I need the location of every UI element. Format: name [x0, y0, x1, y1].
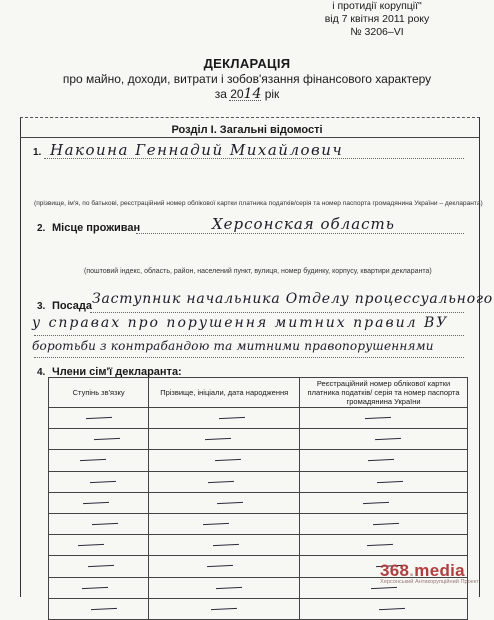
empty-dash-mark [83, 502, 109, 504]
empty-dash-mark [215, 459, 241, 461]
position-handwritten-line-2: у справах про порушення митних правил ВУ [32, 315, 449, 331]
column-tax-id: Реєстраційний номер облікової картки платника податків/ серія та номер паспорта громадянина України [300, 378, 468, 408]
declaration-year [0, 86, 494, 102]
family-member-cell [300, 513, 468, 534]
family-member-row [49, 429, 468, 450]
family-member-cell [49, 598, 149, 619]
family-member-cell [49, 450, 149, 471]
item-3-number: 3. [37, 301, 46, 312]
family-member-cell [49, 429, 149, 450]
empty-dash-mark [379, 608, 405, 610]
column-name-dob: Прізвище, ініціали, дата народження [149, 378, 300, 408]
family-member-row [49, 598, 468, 619]
item-2-number: 2. [37, 223, 46, 234]
section-title: Розділ І. Загальні відомості [171, 124, 323, 136]
document-title: ДЕКЛАРАЦІЯ [203, 56, 291, 71]
declarant-name-handwritten: Накоина Геннадий Михайлович [50, 141, 344, 159]
item-3-label: Посада [52, 300, 92, 312]
empty-dash-mark [367, 544, 393, 546]
empty-dash-mark [216, 586, 242, 588]
empty-dash-mark [94, 438, 120, 440]
family-member-row [49, 492, 468, 513]
law-line-1: і протидії корупції" [332, 0, 422, 12]
item-2-line [136, 233, 464, 234]
family-member-cell [149, 408, 300, 429]
item-1-line [44, 158, 464, 159]
family-member-cell [49, 471, 149, 492]
family-member-cell [49, 535, 149, 556]
position-handwritten-line-1: Заступник начальника Отделу процессуального [92, 291, 494, 307]
year-handwritten: 14 [243, 86, 262, 102]
empty-dash-mark [213, 544, 239, 546]
empty-dash-mark [217, 502, 243, 504]
empty-dash-mark [203, 523, 229, 525]
section-divider [20, 137, 479, 138]
item-4-label: Члени сім'ї декларанта: [52, 366, 182, 378]
family-member-cell [49, 492, 149, 513]
empty-dash-mark [375, 438, 401, 440]
position-handwritten-line-3: боротьби з контрабандою та митними правопорушеннями [32, 339, 434, 353]
family-member-cell [300, 429, 468, 450]
family-member-cell [49, 577, 149, 598]
watermark-name: 368 [380, 561, 410, 580]
empty-dash-mark [365, 417, 391, 419]
family-member-cell [149, 492, 300, 513]
family-members-body [49, 408, 468, 620]
family-member-cell [49, 513, 149, 534]
item-2-label: Місце проживан [52, 222, 141, 234]
family-member-row [49, 471, 468, 492]
item-3-line-2 [34, 335, 464, 336]
document-subtitle: про майно, доходи, витрати і зобов'язання фінансового характеру [62, 72, 432, 86]
column-relationship: Ступінь зв'язку [49, 378, 149, 408]
family-member-cell [300, 492, 468, 513]
residence-handwritten: Херсонская область [212, 215, 395, 233]
empty-dash-mark [80, 459, 106, 461]
empty-dash-mark [363, 502, 389, 504]
item-3-line-3 [34, 357, 464, 358]
family-member-row [49, 535, 468, 556]
family-member-cell [149, 450, 300, 471]
family-member-cell [149, 535, 300, 556]
empty-dash-mark [377, 480, 403, 482]
empty-dash-mark [368, 459, 394, 461]
year-prefix: за 20 [214, 87, 244, 101]
empty-dash-mark [373, 523, 399, 525]
item-1-caption: (прізвище, ім'я, по батькові, реєстраційний номер облікової картки платника податків/серія та номер паспорта громадянина України – декларанта) [34, 200, 483, 207]
law-line-3: № 3206–VI [350, 26, 404, 38]
family-member-cell [149, 429, 300, 450]
family-member-cell [149, 577, 300, 598]
item-3-line-1 [90, 312, 464, 313]
item-1-number: 1. [33, 147, 42, 158]
empty-dash-mark [88, 565, 114, 567]
law-reference [282, 0, 472, 39]
item-4-number: 4. [37, 367, 46, 378]
family-member-cell [300, 598, 468, 619]
empty-dash-mark [86, 417, 112, 419]
item-2-caption: (поштовий індекс, область, район, населений пункт, вулиця, номер будинку, корпусу, квартири декларанта) [84, 268, 432, 275]
family-member-row [49, 408, 468, 429]
family-member-cell [149, 513, 300, 534]
watermark-suffix: media [414, 561, 465, 580]
empty-dash-mark [219, 417, 245, 419]
watermark-tagline: Херсонський Антикорупційний Проект [380, 579, 479, 585]
family-member-cell [149, 471, 300, 492]
law-line-2: від 7 квітня 2011 року [324, 13, 430, 25]
year-suffix: рік [264, 87, 280, 101]
empty-dash-mark [208, 480, 234, 482]
family-member-row [49, 450, 468, 471]
family-member-cell [300, 535, 468, 556]
family-member-cell [149, 556, 300, 577]
family-member-cell [49, 408, 149, 429]
empty-dash-mark [211, 608, 237, 610]
empty-dash-mark [371, 586, 397, 588]
family-member-cell [300, 408, 468, 429]
watermark-dot: . [409, 561, 415, 580]
family-member-row [49, 513, 468, 534]
family-member-cell [49, 556, 149, 577]
family-member-cell [300, 471, 468, 492]
watermark-logo [380, 561, 479, 585]
family-member-cell [149, 598, 300, 619]
empty-dash-mark [205, 438, 231, 440]
empty-dash-mark [92, 523, 118, 525]
empty-dash-mark [90, 480, 116, 482]
family-member-cell [300, 450, 468, 471]
empty-dash-mark [91, 608, 117, 610]
empty-dash-mark [82, 586, 108, 588]
empty-dash-mark [78, 544, 104, 546]
empty-dash-mark [207, 565, 233, 567]
